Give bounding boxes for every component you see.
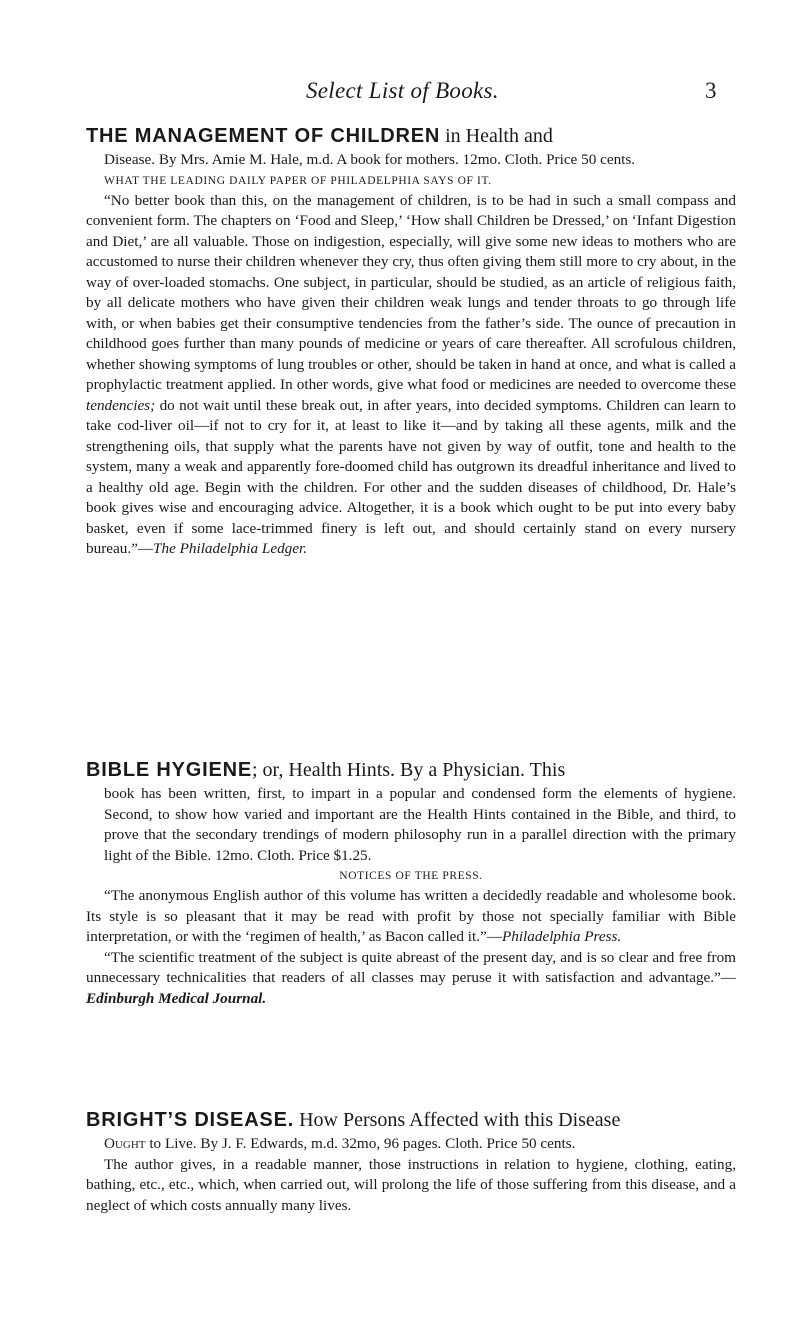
book-details: book has been written, first, to impart in a popular and condensed form the elements of hygiene. Second, to show how varied and important are the Health Hints contained in the Bible, and third, to prove that the secondary trendings of modern philosophy run in a parallel direction with the primary light of the Bible. 12mo. Cloth. Price $1.25. <box>104 785 736 864</box>
book-entry-brights-disease <box>86 1108 736 1216</box>
book-title: THE MANAGEMENT OF CHILDREN <box>86 125 441 147</box>
review-body: “No better book than this, on the management of children, is to be had in such a small compass and convenient form. The chapters on ‘Food and Sleep,’ ‘How shall Children be Dressed,’ on ‘Infant Digestion and Diet,’ are all valuable. Those on indigestion, especially, will give some new ideas to mothers who are accustomed to nurse their children whenever they cry, thus often giving them still more to cry about, in the way of over-loaded stomachs. One subject, in particular, should be studied, as an article of religious faith, by all delicate mothers who have given their children weak lungs and tender throats to go through life with, or when babies get their consumptive tendencies from the father’s side. The ounce of precaution in childhood goes further than many pounds of medicine or years of care thereafter. All scrofulous children, whether showing symptoms of lung troubles or other, should be taken in hand at once, and what is called a prophylactic treatment applied. In other words, give what food or medicines are needed to overcome these <box>86 191 736 393</box>
entry-heading-line <box>86 1108 736 1134</box>
book-details: Disease. By Mrs. Amie M. Hale, m.d. A book for mothers. 12mo. Cloth. Price 50 cents. <box>104 151 636 168</box>
entry-heading-line <box>86 758 736 784</box>
review-source: Philadelphia Press. <box>501 928 622 945</box>
review-source: The Philadelphia Ledger. <box>153 540 308 557</box>
book-subtitle: How Persons Affected with this Disease <box>294 1109 621 1131</box>
book-title: BRIGHT’S DISEASE. <box>86 1109 295 1131</box>
book-details <box>86 1134 736 1155</box>
review-text <box>86 948 736 1010</box>
review-body: “The anonymous English author of this volume has written a decidedly readable and wholesome book. Its style is so pleasant that it may be read with profit by those not specially familiar with Bible interpretation, or with the ‘regimen of health,’ as Bacon called it.”— <box>86 887 736 945</box>
notice-label: WHAT THE LEADING DAILY PAPER OF PHILADELPHIA SAYS OF IT. <box>104 174 492 187</box>
review-emphasis: tendencies; <box>86 396 156 414</box>
running-head <box>0 78 800 108</box>
review-body-tail: do not wait until these break out, in after years, into decided symptoms. Children can learn to take cod-liver oil—if not to cry for it, at least to like it—and by taking all these agents, milk and the strengthening oils, that supply what the parents have not given by way of outfit, tone and health to the system, many a weak and apparently fore-doomed child has outgrown its dreadful inheritance and lived to a healthy old age. Begin with the children. For other and the sudden diseases of childhood, Dr. Hale’s book gives wise and encouraging advice. Altogether, it is a book which ought to be put into every baby basket, even if some lace-trimmed finery is left out, and should certainly stand on every nursery bureau.”— <box>86 396 736 557</box>
review-body: “The scientific treatment of the subject is quite abreast of the present day, and is so clear and free from unnecessary technicalities that readers of all classes may peruse it with satisfaction and advantage.”— <box>86 948 736 986</box>
book-subtitle: in Health and <box>440 125 553 147</box>
page-number: 3 <box>705 78 717 103</box>
book-entry-bible-hygiene <box>86 758 736 1009</box>
book-details-lead: Ought <box>104 1135 146 1152</box>
notice-label: NOTICES OF THE PRESS. <box>339 870 483 882</box>
review-text <box>86 886 736 948</box>
running-head-title: Select List of Books. <box>306 78 499 103</box>
entry-heading-line <box>86 124 736 150</box>
review-source: Edinburgh Medical Journal. <box>86 989 267 1007</box>
book-entry-management-of-children <box>86 124 736 560</box>
review-text <box>86 191 736 560</box>
book-subtitle: ; or, Health Hints. By a Physician. This <box>251 759 566 781</box>
review-text: The author gives, in a readable manner, those instructions in relation to hygiene, clothing, eating, bathing, etc., etc., which, when carried out, will prolong the life of those suffering from this disease, and a neglect of which costs annually many lives. <box>86 1155 736 1214</box>
book-title: BIBLE HYGIENE <box>86 759 252 781</box>
book-details-text: to Live. By J. F. Edwards, m.d. 32mo, 96 pages. Cloth. Price 50 cents. <box>145 1135 576 1152</box>
